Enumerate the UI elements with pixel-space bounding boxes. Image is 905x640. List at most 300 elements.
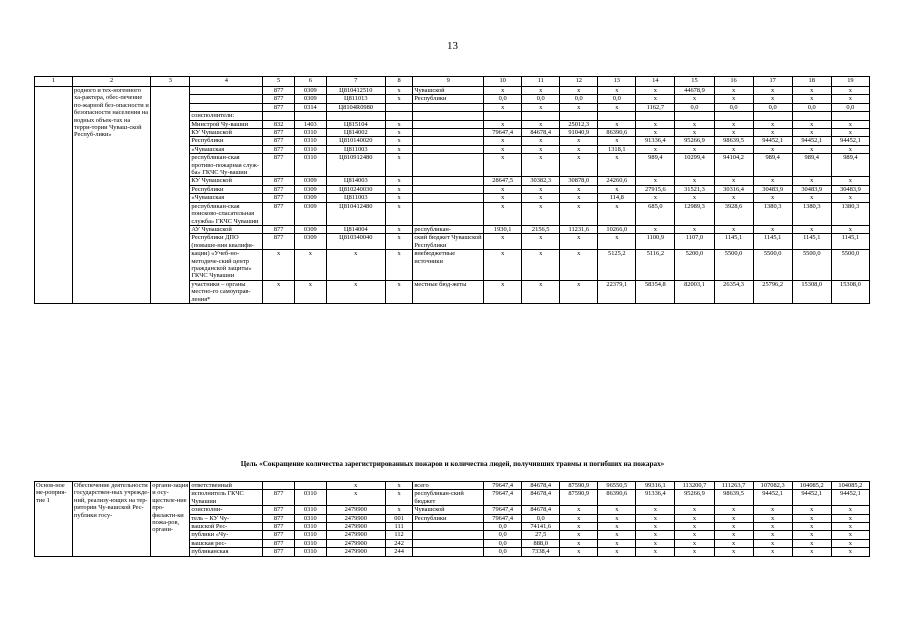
table-cell: 79647,4 — [484, 482, 522, 490]
table-cell: КУ Чувашской — [190, 129, 263, 137]
table-cell: Ц810340040 — [326, 234, 385, 250]
table-cell: 0310 — [294, 514, 326, 522]
table-cell: 0310 — [294, 506, 326, 514]
table-cell: соисполнители: — [190, 112, 263, 120]
column-header: 15 — [675, 77, 714, 87]
table-cell: 877 — [263, 129, 295, 137]
column-header: 3 — [151, 77, 190, 87]
table-cell: Ц811013 — [326, 95, 385, 103]
table-cell: 832 — [263, 120, 295, 128]
table-cell: 112 — [385, 531, 412, 539]
table-cell: x — [598, 234, 636, 250]
table-cell: 0309 — [294, 177, 326, 185]
table-cell: x — [263, 250, 295, 281]
table-cell: x — [636, 145, 675, 153]
table-cell: 104085,2 — [792, 482, 831, 490]
table-cell — [413, 120, 484, 128]
table-cell: 877 — [263, 95, 295, 103]
table-cell: Ц814003 — [326, 177, 385, 185]
table-cell: 114,8 — [598, 194, 636, 202]
table-cell: 82003,1 — [675, 280, 714, 303]
table-cell: 1162,7 — [636, 103, 675, 111]
table-cell: x — [560, 514, 598, 522]
table-cell: 30878,0 — [560, 177, 598, 185]
table-cell: 95266,9 — [675, 490, 714, 506]
table-cell: 877 — [263, 87, 295, 95]
table-cell: 0,0 — [484, 548, 522, 556]
table-cell: x — [385, 87, 412, 95]
column-header: 4 — [190, 77, 263, 87]
table-cell: x — [714, 514, 753, 522]
table-cell: 877 — [263, 506, 295, 514]
table-cell: x — [792, 177, 831, 185]
table-cell: 11231,6 — [560, 225, 598, 233]
table-cell: 877 — [263, 103, 295, 111]
table-cell — [413, 202, 484, 225]
table-cell: x — [675, 129, 714, 137]
table-cell: x — [560, 194, 598, 202]
table-cell: 877 — [263, 154, 295, 177]
table-cell — [522, 112, 560, 120]
table-cell: 0,0 — [484, 523, 522, 531]
table-cell: 25796,2 — [753, 280, 792, 303]
table-cell: x — [484, 137, 522, 145]
table-cell: x — [484, 87, 522, 95]
table-cell: публиканская — [190, 548, 263, 556]
table-cell: 94452,1 — [831, 137, 869, 145]
table-cell — [385, 112, 412, 120]
table-cell: x — [636, 506, 675, 514]
table-cell: 84678,4 — [522, 129, 560, 137]
table-cell: x — [385, 185, 412, 193]
column-header: 18 — [792, 77, 831, 87]
table-cell: x — [753, 531, 792, 539]
table-cell: x — [792, 225, 831, 233]
table-cell: x — [484, 154, 522, 177]
table-cell: 0,0 — [714, 103, 753, 111]
table-cell: x — [714, 177, 753, 185]
column-header: 16 — [714, 77, 753, 87]
table-cell: x — [831, 548, 869, 556]
table-cell: x — [560, 539, 598, 547]
table-cell: 1145,1 — [753, 234, 792, 250]
table-cell: вашской Рес- — [190, 523, 263, 531]
table-cell: 877 — [263, 225, 295, 233]
table-cell: внебюджетные источники — [413, 250, 484, 281]
table-cell — [413, 103, 484, 111]
table-cell: 1403 — [294, 120, 326, 128]
table-cell: 104085,2 — [831, 482, 869, 490]
table-cell: 242 — [385, 539, 412, 547]
table-cell: 877 — [263, 531, 295, 539]
table-cell: 84678,4 — [522, 482, 560, 490]
table-cell: x — [636, 531, 675, 539]
table-cell: x — [598, 531, 636, 539]
column-header: 5 — [263, 77, 295, 87]
table-cell: 87590,9 — [560, 482, 598, 490]
table-cell: 99316,1 — [636, 482, 675, 490]
table-cell: x — [598, 506, 636, 514]
table-cell: x — [598, 539, 636, 547]
table-cell — [151, 87, 190, 304]
table-cell: 877 — [263, 539, 295, 547]
table-cell: x — [753, 145, 792, 153]
column-header: 11 — [522, 77, 560, 87]
table-cell: x — [675, 145, 714, 153]
table-cell: 111 — [385, 523, 412, 531]
table-cell: 1145,1 — [792, 234, 831, 250]
budget-table-top — [34, 76, 870, 304]
column-header: 9 — [413, 77, 484, 87]
table-cell: 877 — [263, 194, 295, 202]
table-cell: 86390,6 — [598, 490, 636, 506]
table-cell: 877 — [263, 137, 295, 145]
table-cell: 877 — [263, 523, 295, 531]
table-cell: x — [636, 95, 675, 103]
column-header: 13 — [598, 77, 636, 87]
table-cell: x — [385, 95, 412, 103]
table-cell: Ц810412480 — [326, 202, 385, 225]
table-cell: 2479900 — [326, 531, 385, 539]
table-cell: 94452,1 — [792, 490, 831, 506]
table-cell: x — [831, 225, 869, 233]
table-cell — [413, 145, 484, 153]
table-cell: x — [598, 87, 636, 95]
table-cell: 98639,5 — [714, 490, 753, 506]
table-cell: x — [598, 548, 636, 556]
table-cell: вашская рес- — [190, 539, 263, 547]
table-cell: 877 — [263, 177, 295, 185]
table-cell: x — [326, 280, 385, 303]
table-cell: 2479900 — [326, 548, 385, 556]
table-cell: Республики — [413, 514, 484, 522]
table-cell: x — [385, 506, 412, 514]
table-cell: x — [792, 531, 831, 539]
table-cell: x — [385, 202, 412, 225]
column-header: 1 — [35, 77, 73, 87]
table-cell: x — [385, 250, 412, 281]
table-cell: x — [714, 87, 753, 95]
table-cell — [35, 87, 73, 304]
table-cell: x — [560, 185, 598, 193]
table-cell: соисполни- — [190, 506, 263, 514]
table-cell: 94452,1 — [792, 137, 831, 145]
table-cell: 989,4 — [792, 154, 831, 177]
table-cell: 5200,0 — [675, 250, 714, 281]
table-cell: x — [714, 531, 753, 539]
table-cell: x — [598, 202, 636, 225]
table-cell: 877 — [263, 202, 295, 225]
table-cell: x — [560, 548, 598, 556]
table-cell: x — [753, 225, 792, 233]
table-cell: 0309 — [294, 202, 326, 225]
table-cell: 0309 — [294, 87, 326, 95]
table-cell: x — [385, 154, 412, 177]
table-cell — [326, 112, 385, 120]
table-cell: 27915,6 — [636, 185, 675, 193]
table-cell — [413, 137, 484, 145]
table-cell: 0,0 — [522, 514, 560, 522]
table-cell: x — [636, 539, 675, 547]
table-cell: x — [522, 145, 560, 153]
header-row — [35, 77, 870, 87]
table-cell: x — [484, 250, 522, 281]
table-cell: 1145,1 — [831, 234, 869, 250]
table-cell: 877 — [263, 548, 295, 556]
table-cell: 107082,3 — [753, 482, 792, 490]
table-cell — [263, 112, 295, 120]
table-cell: x — [560, 145, 598, 153]
column-header: 19 — [831, 77, 869, 87]
table-cell: 95266,9 — [675, 137, 714, 145]
table-cell: 0,0 — [484, 95, 522, 103]
table-cell: 0310 — [294, 490, 326, 506]
table-cell: 24260,6 — [598, 177, 636, 185]
table-cell — [831, 112, 869, 120]
table-cell: x — [714, 194, 753, 202]
table-cell — [484, 112, 522, 120]
table-cell: x — [385, 194, 412, 202]
table-cell: x — [792, 129, 831, 137]
table-cell: x — [560, 137, 598, 145]
table-cell: 28647,5 — [484, 177, 522, 185]
table-cell: 98639,5 — [714, 137, 753, 145]
table-cell: x — [560, 202, 598, 225]
table-cell: x — [675, 523, 714, 531]
table-cell: КУ Чувашской — [190, 177, 263, 185]
table-cell: 0,0 — [484, 539, 522, 547]
table-cell: x — [792, 120, 831, 128]
table-cell: x — [522, 103, 560, 111]
table-cell: x — [831, 177, 869, 185]
table-cell: 113200,7 — [675, 482, 714, 490]
table-cell: 001 — [385, 514, 412, 522]
table-cell: x — [753, 194, 792, 202]
table-cell: 0,0 — [560, 95, 598, 103]
table-cell: x — [636, 548, 675, 556]
table-cell: 0310 — [294, 129, 326, 137]
table-cell: x — [522, 185, 560, 193]
table-cell — [413, 194, 484, 202]
table-cell: 1145,1 — [714, 234, 753, 250]
table-cell: x — [792, 548, 831, 556]
table-cell: x — [522, 280, 560, 303]
table-cell: ответственный — [190, 482, 263, 490]
table-cell: 0310 — [294, 137, 326, 145]
table-cell: 2479900 — [326, 539, 385, 547]
table-cell: 12989,3 — [675, 202, 714, 225]
table-cell: x — [484, 194, 522, 202]
column-header: 7 — [326, 77, 385, 87]
table-cell: 1318,1 — [598, 145, 636, 153]
table-cell: x — [714, 225, 753, 233]
table-cell: x — [326, 250, 385, 281]
table-cell: x — [753, 177, 792, 185]
table-cell: x — [675, 120, 714, 128]
table-cell: x — [753, 95, 792, 103]
table-cell: Республики — [413, 95, 484, 103]
table-cell — [413, 129, 484, 137]
table-cell: 685,0 — [636, 202, 675, 225]
table-cell: 0,0 — [753, 103, 792, 111]
table-cell: 0310 — [294, 539, 326, 547]
table-cell: x — [560, 250, 598, 281]
table-cell: Ц814002 — [326, 129, 385, 137]
table-cell: 79647,4 — [484, 129, 522, 137]
table-cell: x — [675, 95, 714, 103]
table-cell: x — [294, 280, 326, 303]
table-cell: x — [714, 120, 753, 128]
table-cell: x — [598, 514, 636, 522]
table-cell: местные бюд-жеты — [413, 280, 484, 303]
table-cell: x — [484, 202, 522, 225]
column-header: 6 — [294, 77, 326, 87]
table-cell: x — [598, 154, 636, 177]
table-cell: 1107,0 — [675, 234, 714, 250]
table-cell: 877 — [263, 185, 295, 193]
table-cell: x — [522, 120, 560, 128]
table-cell: x — [675, 506, 714, 514]
table-cell: 877 — [263, 234, 295, 250]
table-cell — [560, 112, 598, 120]
table-cell: x — [484, 120, 522, 128]
table-cell: 0310 — [294, 531, 326, 539]
table-cell: 5500,0 — [714, 250, 753, 281]
table-cell: Ц815104 — [326, 120, 385, 128]
table-cell: публики «Чу- — [190, 531, 263, 539]
table-cell: x — [831, 514, 869, 522]
activity-description: органи-зация и осу-ществле-ние про-филакти-ки пожа-ров, органи- — [151, 482, 190, 557]
table-cell — [190, 87, 263, 95]
table-cell: 87590,9 — [560, 490, 598, 506]
table-row — [35, 87, 870, 95]
table-cell: x — [675, 531, 714, 539]
table-cell: 244 — [385, 548, 412, 556]
table-cell: 0,0 — [484, 531, 522, 539]
table-cell: x — [385, 234, 412, 250]
table-cell: 94452,1 — [753, 137, 792, 145]
table-cell: 2479900 — [326, 506, 385, 514]
table-cell: 111263,7 — [714, 482, 753, 490]
table-cell: x — [792, 523, 831, 531]
table-cell: x — [753, 523, 792, 531]
column-header: 14 — [636, 77, 675, 87]
table-cell: x — [714, 129, 753, 137]
budget-table-bottom — [34, 481, 870, 557]
table-cell: x — [598, 120, 636, 128]
table-cell: x — [560, 103, 598, 111]
table-cell — [413, 177, 484, 185]
table-cell: 31521,3 — [675, 185, 714, 193]
table-cell: x — [484, 234, 522, 250]
table-cell — [675, 112, 714, 120]
table-cell: 989,4 — [636, 154, 675, 177]
table-cell: Республики ДПО (повыше-ния квалифи- — [190, 234, 263, 250]
table-cell: x — [714, 523, 753, 531]
table-cell: x — [385, 482, 412, 490]
table-cell: x — [560, 280, 598, 303]
table-cell: 7338,4 — [522, 548, 560, 556]
table-cell: x — [792, 194, 831, 202]
table-cell: 86390,6 — [598, 129, 636, 137]
table-cell: 0,0 — [792, 103, 831, 111]
table-cell: x — [484, 280, 522, 303]
table-cell — [263, 482, 295, 490]
table-cell: 30483,9 — [753, 185, 792, 193]
table-cell — [294, 482, 326, 490]
table-cell: x — [792, 87, 831, 95]
table-cell: Ц811003 — [326, 194, 385, 202]
table-cell: 1930,1 — [484, 225, 522, 233]
goal-heading: Цель «Сокращение количества зарегистрированных пожаров и количества людей, получивших травмы и погибших на пожарах» — [240, 460, 665, 468]
table-cell: x — [598, 523, 636, 531]
table-cell: x — [385, 145, 412, 153]
measure-description: Обеспечение деятельности государствен-ных учрежде-ний, реализу-ющих на тер-ритории Чу-вашской Рес-публики госу- — [73, 482, 151, 557]
table-cell: 10266,0 — [598, 225, 636, 233]
table-cell: республикан-ская противо-пожарная служ-ба» ГКЧС Чу-вашии — [190, 154, 263, 177]
table-cell: x — [560, 523, 598, 531]
table-cell: x — [792, 539, 831, 547]
table-cell: 30483,9 — [792, 185, 831, 193]
table-cell: 91040,9 — [560, 129, 598, 137]
table-cell: 96550,5 — [598, 482, 636, 490]
table-cell: x — [522, 137, 560, 145]
table-cell: 79647,4 — [484, 490, 522, 506]
table-cell — [190, 95, 263, 103]
table-cell: «Чувашская — [190, 194, 263, 202]
table-cell — [714, 112, 753, 120]
table-cell — [413, 539, 484, 547]
table-cell: x — [714, 539, 753, 547]
table-cell: Республики — [190, 185, 263, 193]
table-cell: x — [522, 194, 560, 202]
table-cell: 79647,4 — [484, 514, 522, 522]
table-cell: АУ Чувашской — [190, 225, 263, 233]
table-cell: 1380,3 — [753, 202, 792, 225]
table-cell: x — [560, 506, 598, 514]
table-cell: 0309 — [294, 185, 326, 193]
table-cell: 5500,0 — [792, 250, 831, 281]
table-cell — [385, 103, 412, 111]
table-cell: x — [636, 514, 675, 522]
table-cell: 58354,8 — [636, 280, 675, 303]
table-cell: x — [636, 87, 675, 95]
table-cell: 5500,0 — [753, 250, 792, 281]
table-cell: x — [675, 225, 714, 233]
table-cell: 5125,2 — [598, 250, 636, 281]
table-cell: 0310 — [294, 154, 326, 177]
table-cell: x — [560, 87, 598, 95]
table-cell: 2479900 — [326, 514, 385, 522]
table-cell: 94104,2 — [714, 154, 753, 177]
table-cell: x — [831, 539, 869, 547]
table-cell: 0309 — [294, 234, 326, 250]
table-cell: 44678,9 — [675, 87, 714, 95]
table-cell: x — [560, 154, 598, 177]
table-cell: x — [385, 280, 412, 303]
table-cell: x — [792, 506, 831, 514]
table-cell: x — [522, 250, 560, 281]
table-cell: x — [753, 120, 792, 128]
table-cell: 0309 — [294, 225, 326, 233]
table-cell: 10299,4 — [675, 154, 714, 177]
table-cell: Ц810912480 — [326, 154, 385, 177]
table-cell: 30316,4 — [714, 185, 753, 193]
table-cell: 0314 — [294, 103, 326, 111]
table-cell: x — [831, 95, 869, 103]
table-cell: x — [636, 129, 675, 137]
table-cell: x — [522, 234, 560, 250]
